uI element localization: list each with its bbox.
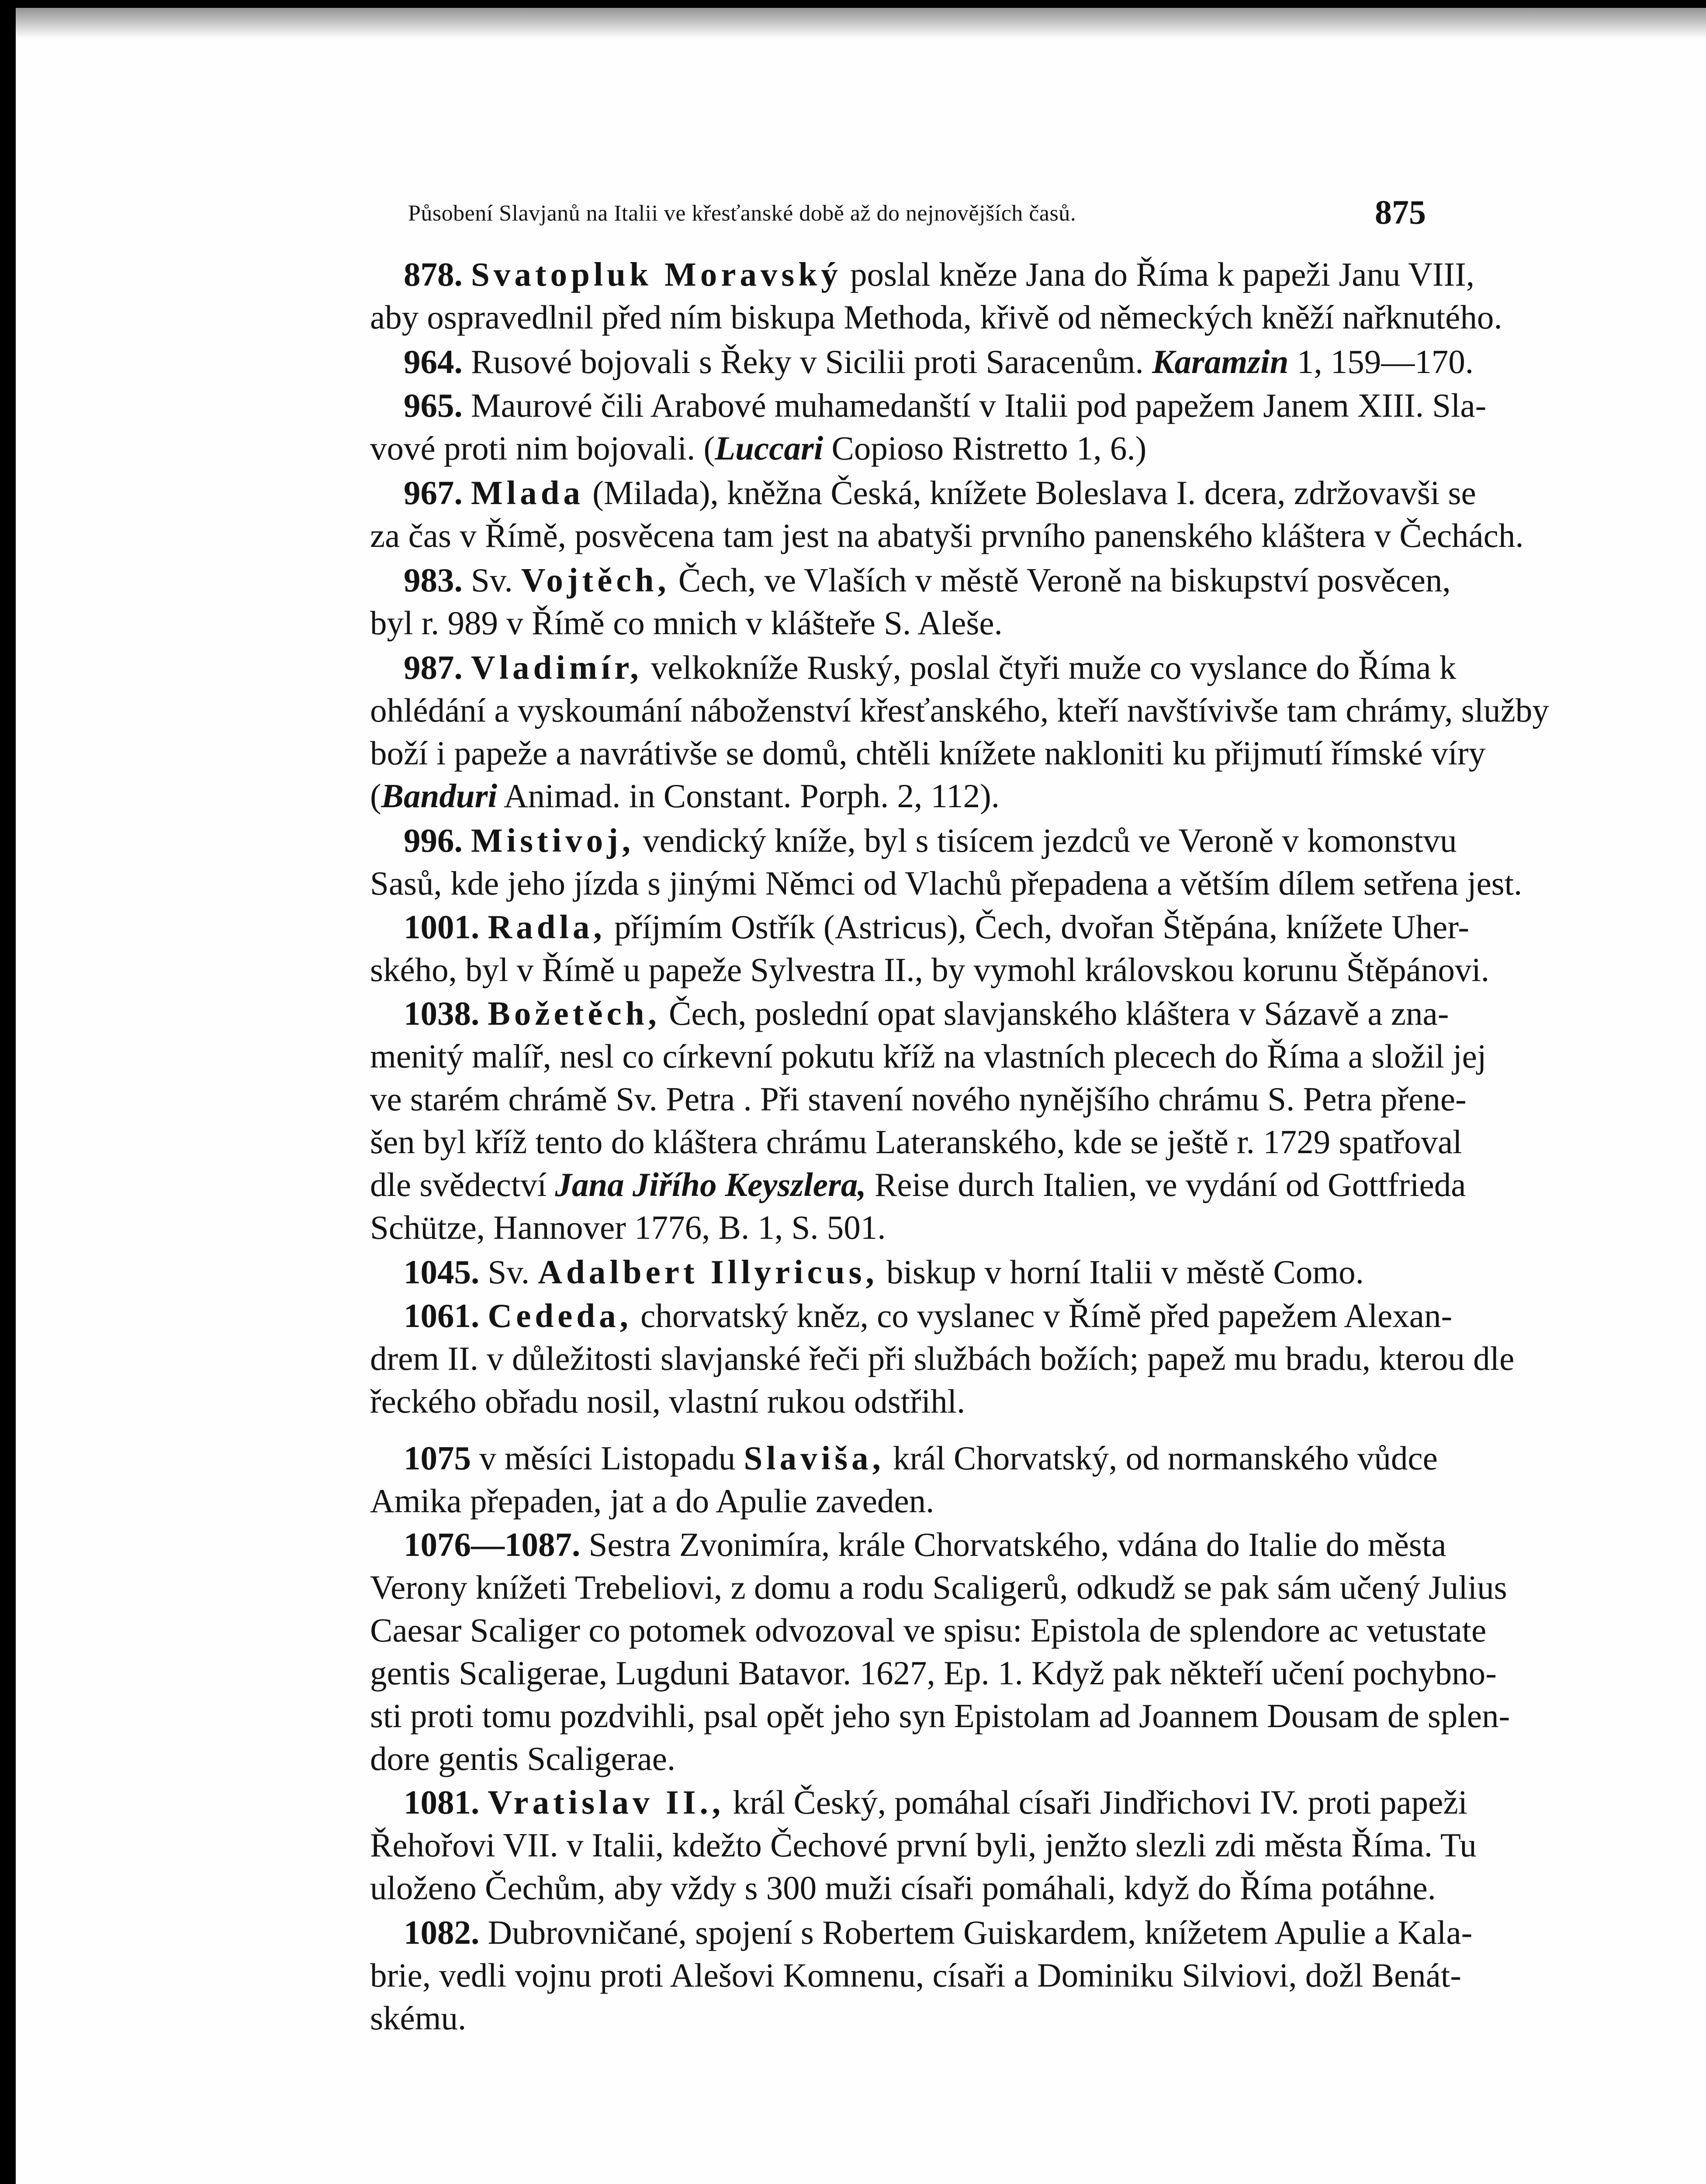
text-line (370, 1737, 1432, 1780)
text-line (404, 1250, 1432, 1294)
entry-text: Dubrovničané, spojení s Robertem Guiskardem, knížetem Apulie a Kala- (488, 1914, 1473, 1951)
person-name: Vojtěch, (521, 561, 670, 599)
entry-text: gentis Scaligerae, Lugduni Batavor. 1627, Ep. 1. Když pak někteří učení pochybno- (370, 1654, 1497, 1692)
entry-text: biskup v horní Italii v městě Como. (886, 1253, 1364, 1291)
entry-text: boží i papeže a navrátivše se domů, chtěli knížete nakloniti ku přijmutí římské víry (370, 734, 1486, 772)
entry-text: Verony knížeti Trebeliovi, z domu a rodu Scaligerů, odkudž se pak sám učený Julius (370, 1569, 1507, 1606)
entry-text: řeckého obřadu nosil, vlastní rukou odstřihl. (370, 1382, 965, 1420)
text-line (404, 1436, 1438, 1480)
person-name: Cededa, (488, 1297, 632, 1334)
entry-text: vendický kníže, byl s tisícem jezdců ve Veroně v komonstvu (643, 822, 1457, 859)
author-name: Jana Jiřího Keyszlera, (555, 1166, 866, 1203)
text-line (370, 1823, 1477, 1867)
entry-text: Čech, ve Vlaších v městě Veroně na biskupství posvěcen, (678, 561, 1451, 599)
entry-text: byl r. 989 v Římě co mnich v klášteře S. Aleše. (370, 604, 1003, 642)
entry-text: chorvatský kněz, co vyslanec v Římě před papežem Alexan- (640, 1297, 1453, 1334)
entry-year: 1038. (404, 995, 480, 1032)
person-name: Radla, (488, 908, 606, 946)
text-line (404, 905, 1469, 949)
text-line (370, 295, 1502, 339)
entry-year: 987. (404, 649, 463, 686)
text-line (404, 384, 1487, 427)
running-title: Působení Slavjanů na Italii ve křesťanské době až do nejnovějších časů. (408, 201, 1076, 226)
entry-text: Čech, poslední opat slavjanského kláštera v Sázavě a zna- (669, 995, 1449, 1032)
text-line (404, 646, 1457, 689)
text-line (370, 1479, 1432, 1523)
text-line (370, 1163, 1466, 1206)
page-text (16, 252, 1706, 2131)
text-line (404, 819, 1457, 862)
entry-text: sti proti tomu pozdvihli, psal opět jeho syn Epistolam ad Joannem Dousam de splen- (370, 1697, 1510, 1735)
text-line (404, 471, 1476, 515)
person-name: Mistivoj, (471, 822, 634, 859)
entry-text: Animad. in Constant. Porph. 2, 112). (504, 777, 1000, 815)
text-line (404, 1294, 1453, 1337)
text-line (370, 774, 1432, 818)
text-line (404, 1523, 1446, 1566)
entry-text: Copioso Ristretto 1, 6.) (831, 429, 1147, 467)
entry-text: Sv. (471, 561, 513, 599)
text-line (404, 252, 1475, 296)
entry-text: velkokníže Ruský, poslal čtyři muže co vyslance do Říma k (651, 649, 1457, 686)
entry-text: za čas v Římě, posvěcena tam jest na abatyši prvního panenského kláštera v Čechách. (370, 517, 1524, 554)
author-name: Banduri (381, 777, 498, 815)
entry-text: Schütze, Hannover 1776, B. 1, S. 501. (370, 1209, 886, 1246)
entry-year: 967. (404, 474, 463, 511)
person-name: Vladimír, (471, 649, 643, 686)
entry-text: král Chorvatský, od normanského vůdce (893, 1439, 1438, 1477)
person-name: Slaviša, (744, 1439, 885, 1477)
entry-text: šen byl kříž tento do kláštera chrámu Lateranského, kde se ještě r. 1729 spatřoval (370, 1123, 1462, 1161)
text-line (370, 861, 1523, 905)
text-line (370, 1694, 1510, 1738)
entry-year: 1076—1087. (404, 1526, 581, 1563)
person-name: Mlada (471, 474, 584, 511)
entry-text: menitý malíř, nesl co církevní pokutu kříž na vlastních plecech do Říma a složil jej (370, 1037, 1487, 1075)
entry-text: Caesar Scaliger co potomek odvozoval ve spisu: Epistola de splendore ac vetustate (370, 1611, 1487, 1649)
person-name: Adalbert Illyricus, (538, 1253, 878, 1291)
entry-year: 1082. (404, 1914, 480, 1951)
entry-year: 1075 (404, 1439, 471, 1477)
person-name: Vratislav II., (488, 1783, 725, 1821)
text-line (370, 1651, 1497, 1695)
entry-text: skému. (370, 1999, 467, 2037)
page-header (408, 190, 1426, 238)
entry-text: aby ospravedlnil před ním biskupa Methoda, křivě od německých kněží nařknutého. (370, 298, 1502, 336)
entry-text: Rusové bojovali s Řeky v Sicilii proti Saracenům. (471, 343, 1144, 380)
entry-year: 878. (404, 256, 463, 293)
entry-text: brie, vedli vojnu proti Alešovi Komnenu, císaři a Dominiku Silviovi, dožl Benát- (370, 1956, 1461, 1994)
entry-text: Sv. (488, 1253, 530, 1291)
entry-text: 1, 159—170. (1297, 343, 1474, 380)
text-line (370, 731, 1486, 775)
person-name: Božetěch, (488, 995, 661, 1032)
entry-text: král Český, pomáhal císaři Jindřichovi IV. proti papeži (733, 1783, 1467, 1821)
entry-text: poslal kněze Jana do Říma k papeži Janu VIII, (850, 256, 1475, 293)
text-line (370, 1077, 1467, 1121)
text-line (404, 992, 1449, 1035)
entry-text: vové proti nim bojovali. ( (370, 429, 715, 467)
entry-text: Maurové čili Arabové muhamedanští v Italii pod papežem Janem XIII. Sla- (471, 387, 1487, 424)
entry-year: 965. (404, 387, 463, 424)
text-line (370, 514, 1524, 557)
entry-text: dore gentis Scaligerae. (370, 1740, 676, 1777)
page-number: 875 (1375, 193, 1426, 231)
entry-year: 996. (404, 822, 463, 859)
entry-text: ského, byl v Římě u papeže Sylvestra II., by vymohl královskou korunu Štěpánovi. (370, 951, 1489, 988)
entry-text: ve starém chrámě Sv. Petra . Při stavení nového nynějšího chrámu S. Petra přene- (370, 1080, 1467, 1118)
entry-text: dle svědectví (370, 1166, 547, 1203)
entry-year: 983. (404, 561, 463, 599)
text-line (404, 340, 1474, 384)
text-line (370, 1206, 1432, 1249)
text-line (370, 1866, 1436, 1910)
entry-year: 1001. (404, 908, 480, 946)
entry-year: 964. (404, 343, 463, 380)
entry-text: (Milada), kněžna Česká, knížete Boleslava I. dcera, zdržovavši se (592, 474, 1476, 511)
entry-text: příjmím Ostřík (Astricus), Čech, dvořan Štěpána, knížete Uher- (614, 908, 1469, 946)
text-line (370, 1034, 1487, 1078)
text-line (370, 1953, 1461, 1997)
entry-year: 1045. (404, 1253, 480, 1291)
entry-text: uloženo Čechům, aby vždy s 300 muži císaři pomáhali, když do Říma potáhne. (370, 1869, 1436, 1907)
text-line (370, 426, 1432, 470)
author-name: Luccari (715, 429, 824, 467)
author-name: Karamzin (1152, 343, 1289, 380)
text-line (370, 1120, 1462, 1164)
entry-text: Amika přepaden, jat a do Apulie zaveden. (370, 1482, 934, 1520)
entry-text: ( (370, 777, 381, 815)
text-line (370, 688, 1549, 732)
entry-text: Sestra Zvonimíra, krále Chorvatského, vdána do Italie do města (588, 1526, 1446, 1563)
entry-text: Sasů, kde jeho jízda s jinými Němci od Vlachů přepadena a větším dílem setřena jest. (370, 864, 1523, 902)
text-line (404, 1911, 1473, 1954)
entry-text: v měsíci Listopadu (479, 1439, 736, 1477)
entry-year: 1081. (404, 1783, 480, 1821)
scan-edge-shadow (16, 8, 1706, 38)
entry-year: 1061. (404, 1297, 480, 1334)
text-line (370, 1996, 1432, 2040)
text-line (370, 1337, 1515, 1380)
entry-text: Reise durch Italien, ve vydání od Gottfrieda (874, 1166, 1466, 1203)
text-line (404, 558, 1451, 602)
text-line (370, 1379, 1432, 1423)
text-line (370, 1565, 1507, 1609)
book-page (16, 8, 1706, 2184)
text-line (370, 1608, 1487, 1652)
entry-text: Řehořovi VII. v Italii, kdežto Čechové první byli, jenžto slezli zdi města Říma. Tu (370, 1826, 1477, 1864)
text-line (370, 601, 1432, 645)
person-name: Svatopluk Moravský (471, 256, 842, 293)
text-line (370, 948, 1489, 992)
entry-text: drem II. v důležitosti slavjanské řeči při službách božích; papež mu bradu, kterou dle (370, 1340, 1515, 1377)
entry-text: ohlédání a vyskoumání náboženství křesťanského, kteří navštívivše tam chrámy, služby (370, 691, 1549, 729)
text-line (404, 1780, 1467, 1824)
